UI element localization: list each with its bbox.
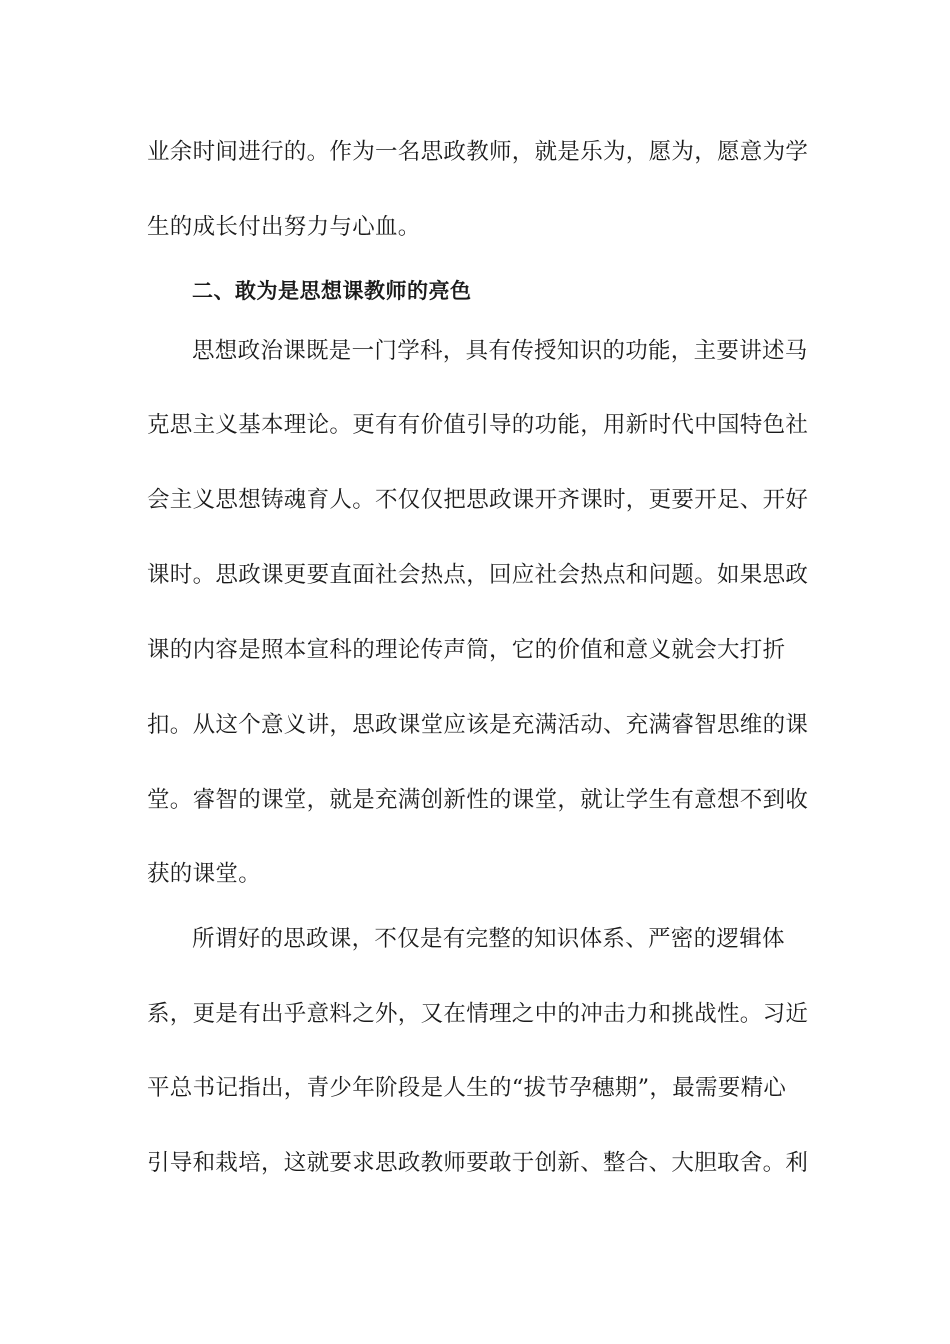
paragraph-line: 克思主义基本理论。更有有价值引导的功能，用新时代中国特色社 [147,412,809,438]
paragraph-line: 所谓好的思政课，不仅是有完整的知识体系、严密的逻辑体 [192,926,785,952]
paragraph-line: 系，更是有出乎意料之外，又在情理之中的冲击力和挑战性。习近 [147,1001,809,1027]
paragraph-line: 平总书记指出，青少年阶段是人生的“拔节孕穗期”，最需要精心 [147,1075,787,1101]
section-heading: 二、敢为是思想课教师的亮色 [192,279,472,303]
paragraph-line: 引导和栽培，这就要求思政教师要敢于创新、整合、大胆取舍。利 [147,1150,809,1176]
paragraph-line: 思想政治课既是一门学科，具有传授知识的功能，主要讲述马 [192,338,808,364]
paragraph-line: 扣。从这个意义讲，思政课堂应该是充满活动、充满睿智思维的课 [147,712,809,738]
paragraph-line: 获的课堂。 [147,861,262,887]
paragraph-line: 课时。思政课更要直面社会热点，回应社会热点和问题。如果思政 [147,562,809,588]
paragraph-line: 课的内容是照本宣科的理论传声筒，它的价值和意义就会大打折 [147,637,786,663]
paragraph-line: 生的成长付出努力与心血。 [147,214,421,240]
paragraph-line: 堂。睿智的课堂，就是充满创新性的课堂，就让学生有意想不到收 [147,787,809,813]
paragraph-line: 业余时间进行的。作为一名思政教师，就是乐为，愿为，愿意为学 [147,139,809,165]
paragraph-line: 会主义思想铸魂育人。不仅仅把思政课开齐课时，更要开足、开好 [147,487,809,513]
